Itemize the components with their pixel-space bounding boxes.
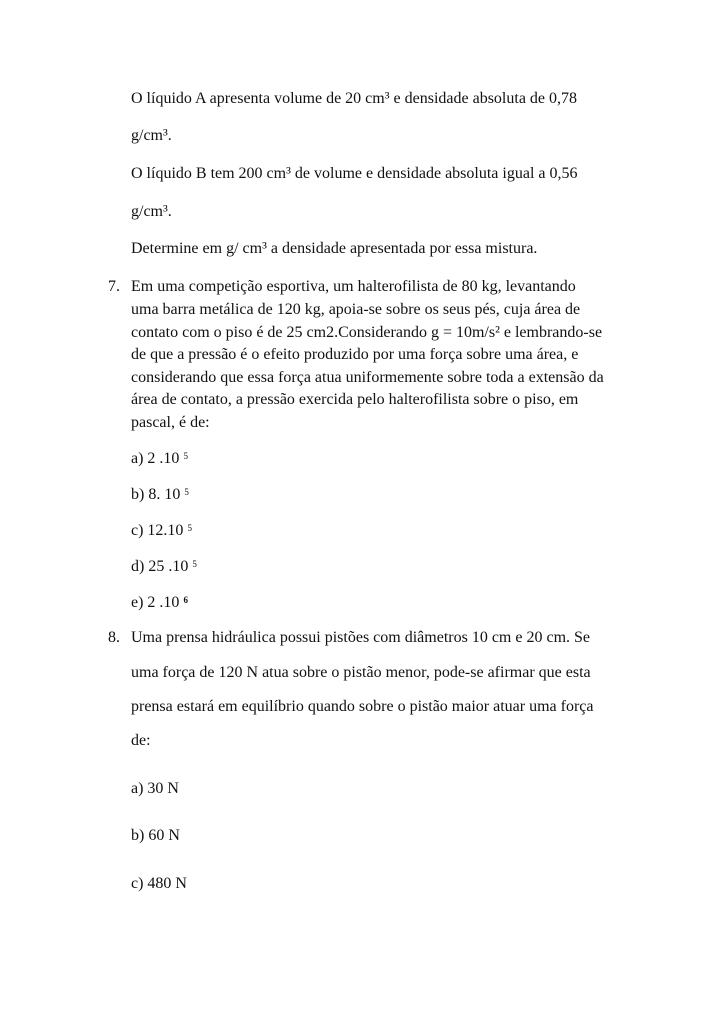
question-text-line: Uma prensa hidráulica possui pistões com diâmetros 10 cm e 20 cm. Se — [131, 629, 591, 646]
option-e — [131, 594, 188, 612]
option-label: a) 2 .10 — [131, 450, 184, 467]
option-exponent: 6 — [183, 595, 188, 605]
option-a: a) 30 N — [131, 780, 179, 797]
option-label: c) 12.10 — [131, 522, 188, 539]
question-number: 8. — [108, 629, 120, 646]
option-label: e) 2 .10 — [131, 594, 184, 611]
question-text-line: uma barra metálica de 120 kg, apoia-se sobre os seus pés, cuja área de — [131, 301, 581, 318]
option-d — [131, 558, 197, 576]
question-text-line: pascal, é de: — [131, 414, 210, 431]
intro-line-liquid-b-unit: g/cm³. — [131, 203, 172, 220]
intro-line-determine: Determine em g/ cm³ a densidade apresentada por essa mistura. — [131, 240, 538, 257]
intro-line-liquid-a-unit: g/cm³. — [131, 127, 172, 144]
option-c — [131, 522, 192, 540]
question-text-line: de: — [131, 732, 151, 749]
option-label: b) 8. 10 — [131, 486, 185, 503]
option-exponent: 5 — [187, 523, 192, 533]
question-text-line: uma força de 120 N atua sobre o pistão menor, pode-se afirmar que esta — [131, 664, 591, 681]
question-text-line: considerando que essa força atua uniformemente sobre toda a extensão da — [131, 369, 604, 386]
question-text-line: área de contato, a pressão exercida pelo halterofilista sobre o piso, em — [131, 391, 579, 408]
option-exponent: 5 — [183, 451, 188, 461]
question-text-line: Em uma competição esportiva, um halterofilista de 80 kg, levantando — [131, 278, 576, 295]
question-number: 7. — [108, 278, 120, 295]
question-text-line: de que a pressão é o efeito produzido por uma força sobre uma área, e — [131, 346, 579, 363]
option-c: c) 480 N — [131, 875, 187, 892]
option-exponent: 5 — [192, 559, 197, 569]
intro-line-liquid-a: O líquido A apresenta volume de 20 cm³ e densidade absoluta de 0,78 — [131, 90, 578, 107]
question-text-line: prensa estará em equilíbrio quando sobre o pistão maior atuar uma força — [131, 698, 594, 715]
option-b: b) 60 N — [131, 827, 180, 844]
question-text-line: contato com o piso é de 25 cm2.Considerando g = 10m/s² e lembrando-se — [131, 324, 603, 341]
option-label: d) 25 .10 — [131, 558, 193, 575]
intro-line-liquid-b: O líquido B tem 200 cm³ de volume e densidade absoluta igual a 0,56 — [131, 165, 578, 182]
option-b — [131, 486, 189, 504]
option-exponent: 5 — [184, 487, 189, 497]
option-a — [131, 450, 188, 468]
